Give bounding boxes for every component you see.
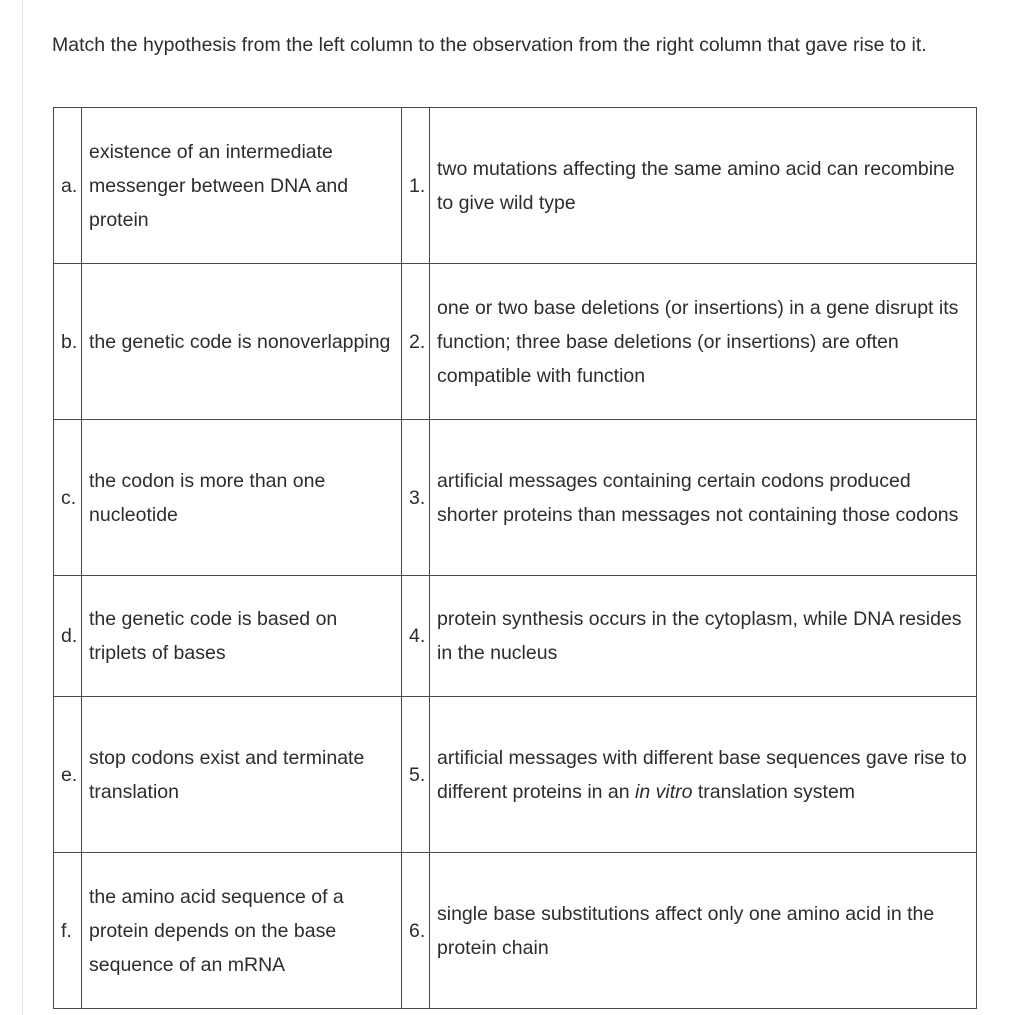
table-row bbox=[54, 264, 977, 420]
observation-number: 6. bbox=[402, 853, 430, 1009]
hypothesis-letter: c. bbox=[54, 420, 82, 576]
observation-text: two mutations affecting the same amino acid can recombine to give wild type bbox=[430, 108, 977, 264]
observation-number: 4. bbox=[402, 576, 430, 697]
hypothesis-letter: d. bbox=[54, 576, 82, 697]
hypothesis-letter: f. bbox=[54, 853, 82, 1009]
observation-number: 2. bbox=[402, 264, 430, 420]
table-row bbox=[54, 697, 977, 853]
table-row bbox=[54, 853, 977, 1009]
hypothesis-text: the amino acid sequence of a protein depends on the base sequence of an mRNA bbox=[82, 853, 402, 1009]
hypothesis-text: the genetic code is based on triplets of bases bbox=[82, 576, 402, 697]
observation-number: 3. bbox=[402, 420, 430, 576]
hypothesis-letter: b. bbox=[54, 264, 82, 420]
observation-italic-phrase: in vitro bbox=[635, 780, 693, 803]
hypothesis-letter: e. bbox=[54, 697, 82, 853]
matching-table bbox=[53, 107, 977, 1009]
observation-text: one or two base deletions (or insertions) in a gene disrupt its function; three base deletions (or insertions) are often compatible with function bbox=[430, 264, 977, 420]
hypothesis-text: the codon is more than one nucleotide bbox=[82, 420, 402, 576]
observation-text: artificial messages containing certain codons produced shorter proteins than messages not containing those codons bbox=[430, 420, 977, 576]
table-row bbox=[54, 576, 977, 697]
hypothesis-text: existence of an intermediate messenger between DNA and protein bbox=[82, 108, 402, 264]
question-prompt: Match the hypothesis from the left column to the observation from the right column that gave rise to it. bbox=[52, 34, 927, 56]
observation-text: single base substitutions affect only one amino acid in the protein chain bbox=[430, 853, 977, 1009]
observation-text-start: artificial messages with different base sequences gave rise to different proteins in an bbox=[437, 746, 967, 803]
hypothesis-letter: a. bbox=[54, 108, 82, 264]
observation-number: 5. bbox=[402, 697, 430, 853]
observation-text: protein synthesis occurs in the cytoplasm, while DNA resides in the nucleus bbox=[430, 576, 977, 697]
observation-text bbox=[430, 697, 977, 853]
table-row bbox=[54, 108, 977, 264]
table-row bbox=[54, 420, 977, 576]
hypothesis-text: stop codons exist and terminate translation bbox=[82, 697, 402, 853]
observation-number: 1. bbox=[402, 108, 430, 264]
observation-text-end: translation system bbox=[692, 780, 856, 803]
page-left-border bbox=[22, 0, 23, 1015]
hypothesis-text: the genetic code is nonoverlapping bbox=[82, 264, 402, 420]
